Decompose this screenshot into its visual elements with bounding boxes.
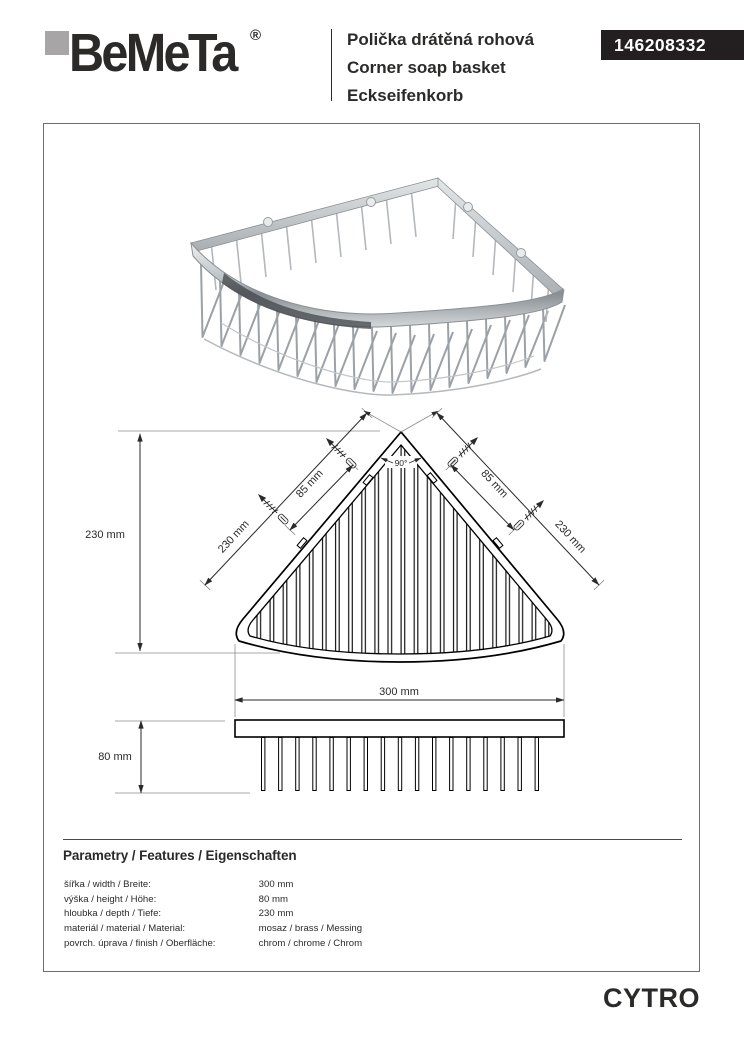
basket-wires-front — [201, 263, 565, 393]
parameter-row — [64, 907, 362, 922]
parameter-value: 300 mm — [258, 879, 294, 890]
parameter-label: výška / height / Höhe: — [64, 893, 157, 905]
product-code-badge: 146208332 — [601, 30, 744, 60]
product-titles — [347, 26, 534, 110]
dim-hole-left-label: 85 mm — [293, 467, 326, 501]
series-name: CYTRO — [603, 983, 700, 1013]
basket-rail-left — [191, 178, 439, 252]
parameter-label: hloubka / depth / Tiefe: — [64, 908, 162, 920]
parameter-label: šířka / width / Breite: — [64, 879, 151, 890]
product-title-cs: Polička drátěná rohová — [347, 30, 535, 49]
parameter-row — [64, 878, 362, 893]
content-box — [43, 123, 700, 972]
logo-square-icon — [45, 31, 69, 55]
dim-diag-right-label: 230 mm — [552, 518, 589, 556]
parameter-row — [64, 922, 362, 937]
parameter-value: chrom / chrome / Chrom — [258, 937, 363, 949]
parameters-table — [64, 878, 362, 952]
dim-height-label: 80 mm — [98, 751, 132, 763]
parameter-value: 230 mm — [258, 908, 294, 920]
parameter-value: 80 mm — [258, 893, 288, 905]
side-view — [235, 720, 564, 791]
product-title-en: Corner soap basket — [347, 58, 506, 77]
dim-hole-right-label: 85 mm — [478, 467, 511, 501]
header-divider — [331, 29, 332, 101]
parameter-label: materiál / material / Material: — [64, 923, 186, 935]
parameter-row — [64, 937, 362, 952]
angle-annotation — [381, 456, 421, 468]
parameters-heading: Parametry / Features / Eigenschaften — [63, 848, 297, 863]
dim-depth-label: 230 mm — [85, 529, 125, 541]
apex-extension-arrows — [364, 411, 438, 432]
parameter-label: povrch. úprava / finish / Oberfläche: — [64, 937, 216, 949]
technical-drawing — [42, 408, 702, 803]
parameters-divider — [63, 839, 682, 840]
parameter-row — [64, 893, 362, 908]
product-photo — [166, 163, 586, 418]
dim-angle-label: 90° — [394, 458, 408, 468]
registered-trademark-icon: ® — [250, 27, 262, 44]
basket-rail-right — [438, 178, 564, 302]
dim-diag-left-label: 230 mm — [215, 518, 252, 556]
product-title-de: Eckseifenkorb — [347, 86, 464, 105]
basket-rim — [191, 243, 563, 327]
dim-width-label: 300 mm — [379, 686, 419, 698]
parameter-value: mosaz / brass / Messing — [258, 923, 363, 935]
brand-name: BeMeTa — [69, 23, 236, 83]
